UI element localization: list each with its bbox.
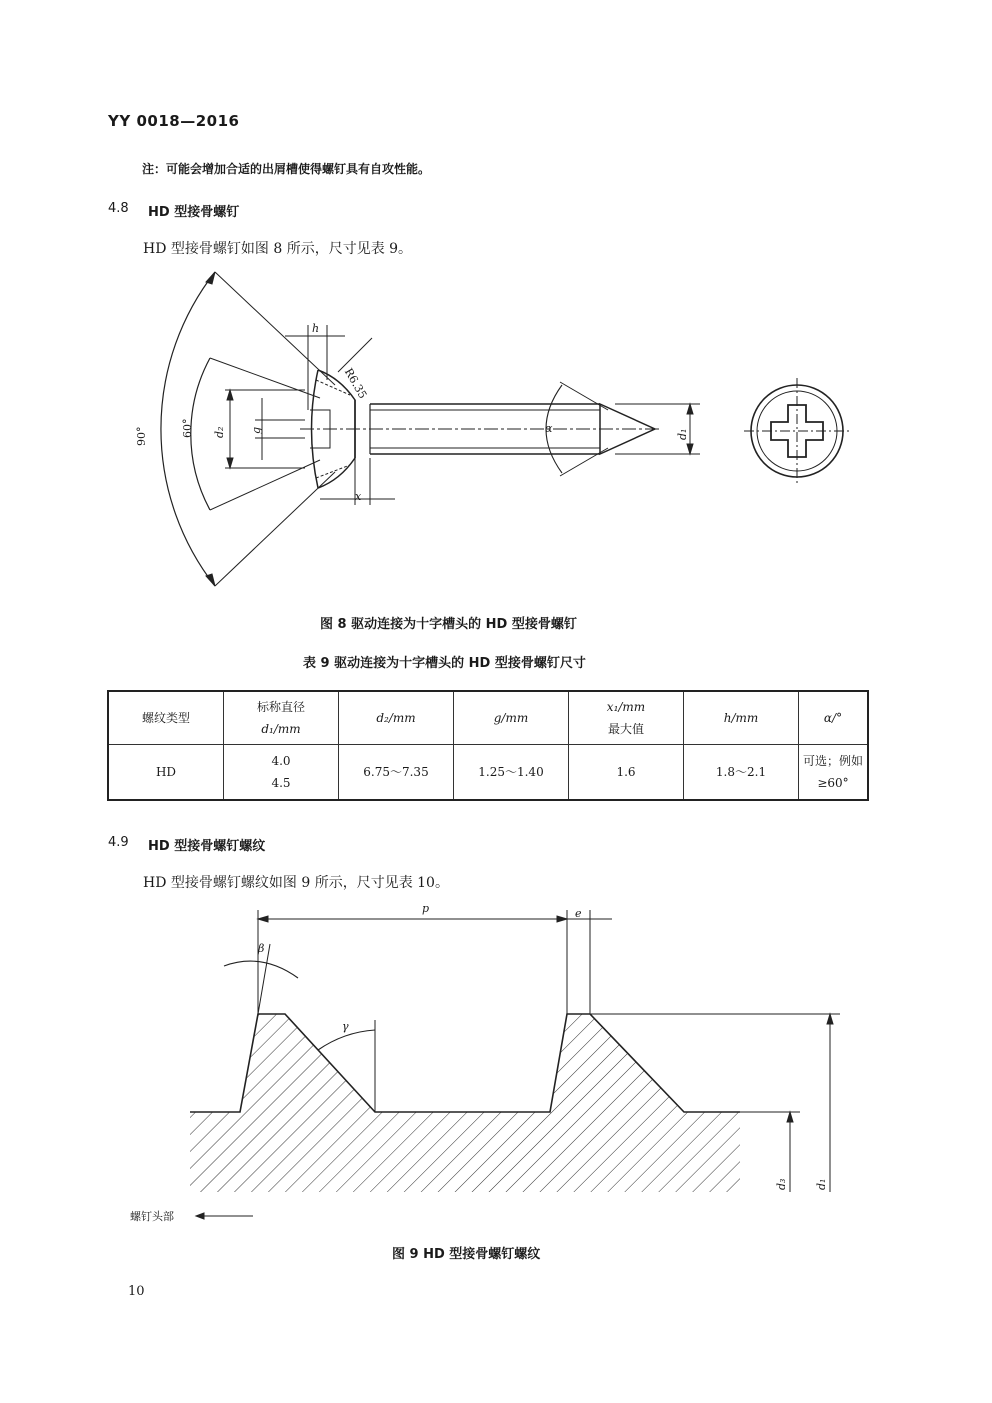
section-4-9-number: 4.9 (108, 835, 129, 850)
table-header-row (108, 691, 868, 745)
fig9-label-d3: d₃ (775, 1178, 788, 1190)
header-h: h/mm (684, 691, 799, 745)
section-4-9-text: HD 型接骨螺钉螺纹如图 9 所示，尺寸见表 10。 (143, 875, 449, 891)
header-alpha: α/° (799, 691, 869, 745)
figure-9-caption: 图 9 HD 型接骨螺钉螺纹 (392, 1247, 541, 1262)
cell-alpha: 可选；例如 ≥60° (799, 745, 869, 801)
fig8-label-d1: d₁ (676, 428, 689, 440)
figure-8-drawing (0, 260, 992, 600)
fig8-label-x: x (355, 490, 362, 503)
cell-h: 1.8～2.1 (684, 745, 799, 801)
cell-x1: 1.6 (569, 745, 684, 801)
fig8-label-d2: d₂ (213, 426, 226, 438)
fig9-label-beta: β (258, 942, 265, 955)
fig9-label-d1: d₁ (815, 1178, 828, 1190)
fig8-label-r: R6.35 (341, 366, 370, 401)
table-9 (107, 690, 869, 801)
fig9-label-e: e (575, 907, 582, 920)
fig8-label-h: h (312, 322, 320, 335)
cell-thread-type: HD (108, 745, 224, 801)
fig8-label-alpha: α (545, 422, 553, 435)
page-number: 10 (128, 1284, 145, 1299)
header-x1: x₁/mm 最大值 (569, 691, 684, 745)
cell-g: 1.25～1.40 (454, 745, 569, 801)
section-4-9-title: HD 型接骨螺钉螺纹 (148, 839, 266, 854)
section-4-8-number: 4.8 (108, 201, 129, 216)
header-nominal-diameter: 标称直径 d₁/mm (224, 691, 339, 745)
fig8-label-g: g (250, 426, 263, 434)
cell-nominal-diameter: 4.0 4.5 (224, 745, 339, 801)
fig8-label-angle90: 90° (135, 426, 148, 446)
figure-8-caption: 图 8 驱动连接为十字槽头的 HD 型接骨螺钉 (320, 617, 577, 632)
table-row (108, 745, 868, 801)
header-g: g/mm (454, 691, 569, 745)
header-thread-type: 螺纹类型 (108, 691, 224, 745)
fig9-label-gamma: γ (342, 1020, 349, 1033)
section-4-8-text: HD 型接骨螺钉如图 8 所示，尺寸见表 9。 (143, 241, 413, 257)
fig8-label-angle60: 60° (181, 418, 194, 438)
figure-9-drawing (0, 900, 992, 1220)
table-9-caption: 表 9 驱动连接为十字槽头的 HD 型接骨螺钉尺寸 (303, 656, 586, 671)
cell-d2: 6.75～7.35 (339, 745, 454, 801)
fig9-head-label: 螺钉头部 (130, 1210, 174, 1223)
section-4-8-title: HD 型接骨螺钉 (148, 205, 240, 220)
header-d2: d₂/mm (339, 691, 454, 745)
standard-header: YY 0018—2016 (108, 112, 240, 130)
note-text: 注：可能会增加合适的出屑槽使得螺钉具有自攻性能。 (142, 162, 431, 176)
fig9-label-p: p (422, 902, 430, 915)
